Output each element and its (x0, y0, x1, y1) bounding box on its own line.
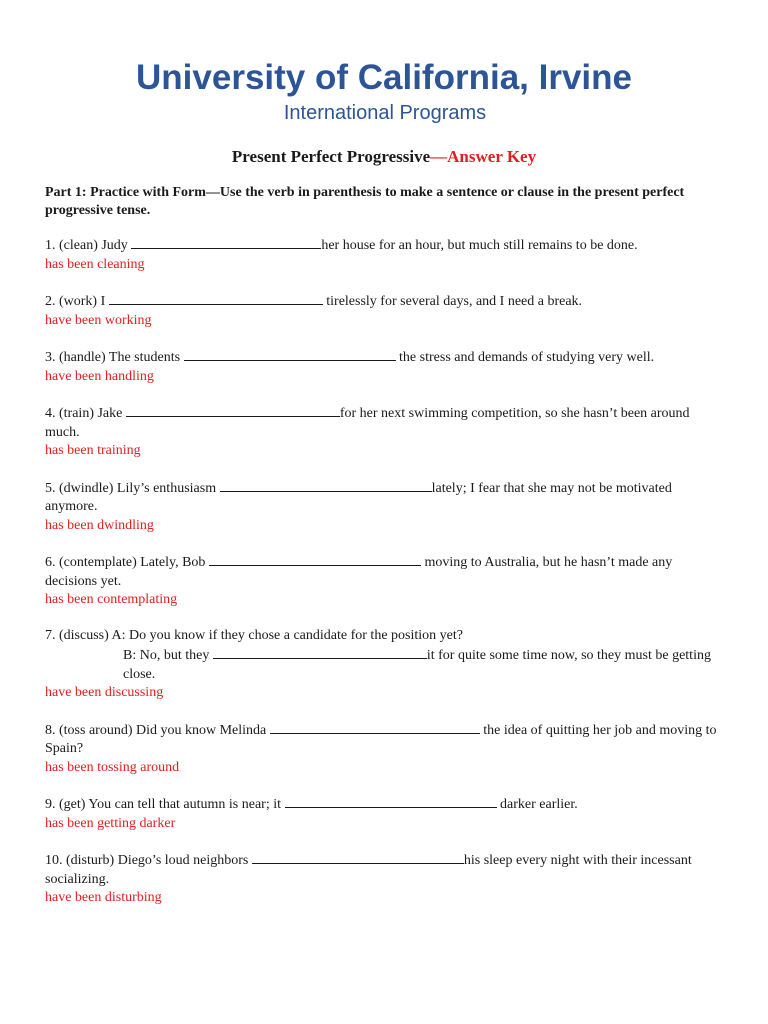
exercise-item-1 (45, 235, 723, 274)
question-text-b: B: No, but they it for quite some time now, so they must be getting close. (45, 645, 723, 684)
document-title (45, 146, 723, 168)
exercise-item-8 (45, 720, 723, 778)
question-text: 1. (clean) Judy her house for an hour, but much still remains to be done. (45, 235, 723, 256)
answer-blank[interactable] (184, 347, 396, 361)
exercise-item-4 (45, 403, 723, 461)
answer-blank[interactable] (131, 235, 321, 249)
answer-text: have been working (45, 312, 152, 328)
exercise-item-10 (45, 850, 723, 908)
answer-blank[interactable] (270, 720, 480, 734)
header (45, 0, 723, 126)
instructions: Part 1: Practice with Form—Use the verb in parenthesis to make a sentence or clause in the present perfect progressive tense. (45, 185, 685, 218)
exercise-item-3 (45, 347, 723, 386)
question-text: 8. (toss around) Did you know Melinda the idea of quitting her job and moving to Spain? (45, 720, 723, 759)
exercise-item-5 (45, 478, 723, 536)
question-text: 6. (contemplate) Lately, Bob moving to Australia, but he hasn’t made any decisions yet. (45, 552, 723, 591)
answer-blank[interactable] (220, 478, 432, 492)
question-text: 9. (get) You can tell that autumn is near; it darker earlier. (45, 794, 723, 815)
question-text: 5. (dwindle) Lily’s enthusiasm lately; I fear that she may not be motivated anymore. (45, 478, 723, 517)
exercise-item-7 (45, 627, 723, 703)
question-text: 2. (work) I tirelessly for several days, and I need a break. (45, 291, 723, 312)
answer-blank[interactable] (213, 645, 427, 659)
university-logo-title: University of California, Irvine (136, 58, 632, 97)
title-main: Present Perfect Progressive (231, 147, 431, 166)
answer-text: has been training (45, 443, 141, 458)
answer-text: have been handling (45, 368, 154, 384)
exercise-item-6 (45, 552, 723, 610)
question-text: 10. (disturb) Diego’s loud neighbors his sleep every night with their incessant socializing. (45, 850, 723, 889)
title-answer-key: —Answer Key (430, 147, 537, 166)
exercise-item-2 (45, 291, 723, 330)
program-subtitle: International Programs (283, 102, 487, 124)
answer-blank[interactable] (252, 850, 464, 864)
answer-text: have been disturbing (45, 890, 162, 905)
question-text-a: 7. (discuss) A: Do you know if they chose a candidate for the position yet? (45, 627, 463, 643)
answer-text: has been tossing around (45, 759, 180, 775)
question-text: 4. (train) Jake for her next swimming competition, so she hasn’t been around much. (45, 403, 723, 442)
answer-text: has been dwindling (45, 517, 154, 533)
answer-text: has been contemplating (45, 592, 178, 607)
answer-text: has been getting darker (45, 815, 176, 831)
exercise-list (45, 235, 723, 908)
answer-blank[interactable] (126, 403, 340, 417)
answer-blank[interactable] (209, 552, 421, 566)
answer-blank[interactable] (285, 794, 497, 808)
question-text: 3. (handle) The students the stress and demands of studying very well. (45, 347, 723, 368)
exercise-item-9 (45, 794, 723, 833)
answer-text: has been cleaning (45, 256, 145, 272)
answer-blank[interactable] (109, 291, 323, 305)
answer-text: have been discussing (45, 685, 164, 700)
